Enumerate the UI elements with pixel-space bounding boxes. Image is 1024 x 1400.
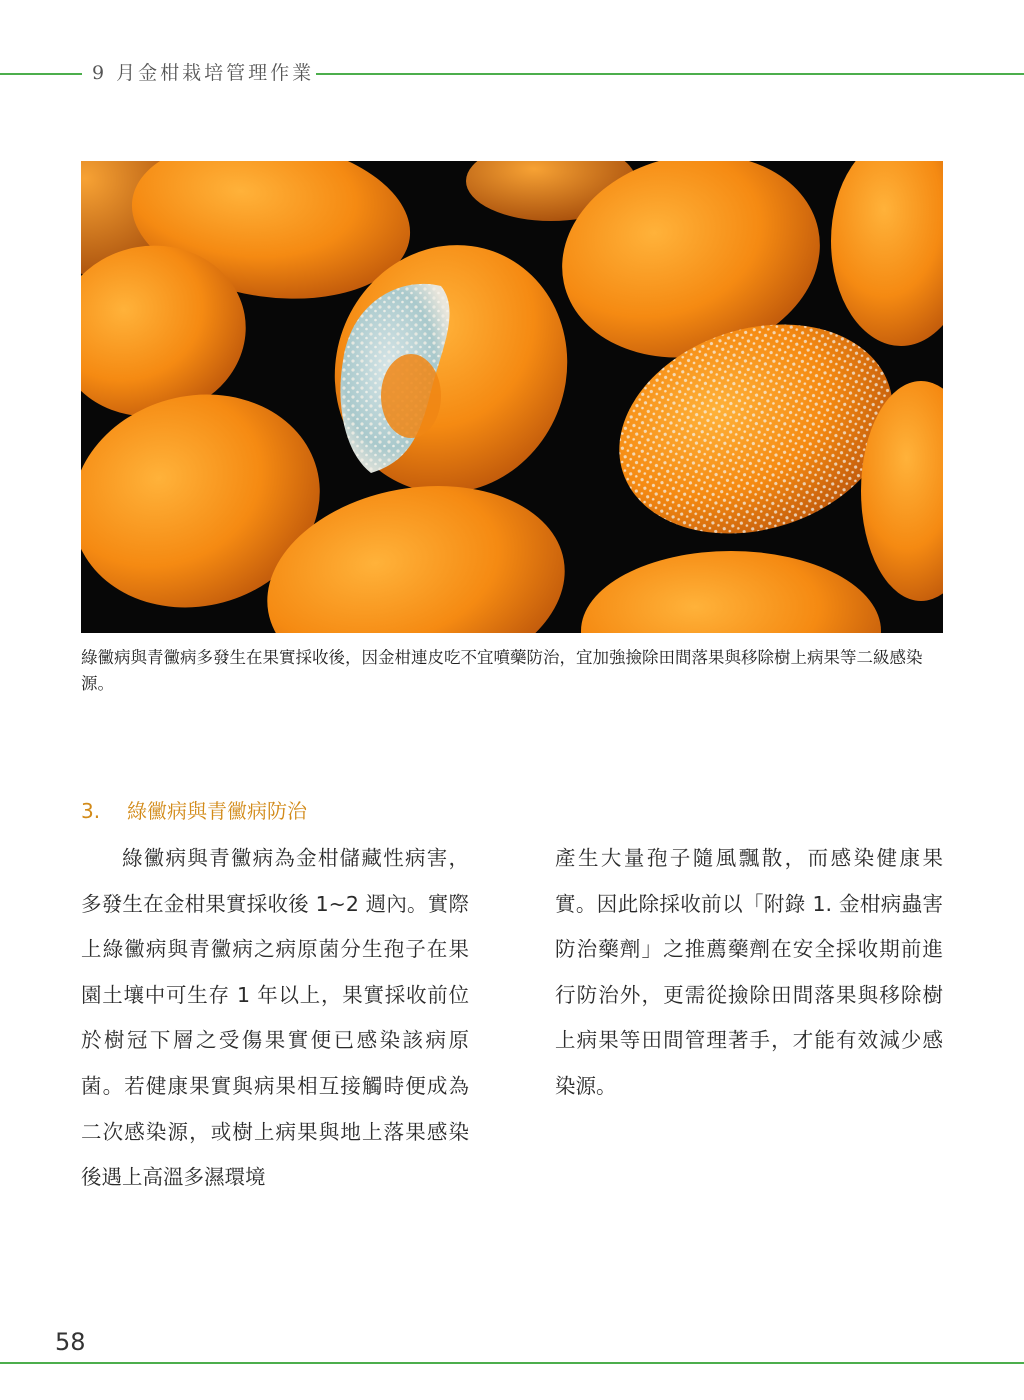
photo-caption: 綠黴病與青黴病多發生在果實採收後，因金柑連皮吃不宜噴藥防治，宜加強撿除田間落果與移除樹上病果等二級感染源。: [81, 648, 923, 693]
body-paragraph: 產生大量孢子隨風飄散，而感染健康果實。因此除採收前以「附錄 1. 金柑病蟲害防治藥劑」之推薦藥劑在安全採收期前進行防治外，更需從撿除田間落果與移除樹上病果等田間管理著手，才能有效減少感染源。: [555, 846, 943, 1098]
header-rule-right: [316, 73, 1024, 75]
photo-illustration: [81, 161, 943, 633]
section-heading: [81, 796, 307, 826]
section-number: 3.: [81, 799, 101, 823]
page-number: 58: [55, 1328, 86, 1356]
body-column-left: [81, 836, 469, 1201]
running-header-title: 9 月金柑栽培管理作業: [92, 62, 315, 84]
body-paragraph: 綠黴病與青黴病為金柑儲藏性病害，多發生在金柑果實採收後 1~2 週內。實際上綠黴病與青黴病之病原菌分生孢子在果園土壤中可生存 1 年以上，果實採收前位於樹冠下層之受傷果實便已感染該病原菌。若健康果實與病果相互接觸時便成為二次感染源，或樹上病果與地上落果感染後遇上高溫多濕環境: [81, 846, 469, 1190]
body-column-right: [555, 836, 943, 1110]
footer-rule: [0, 1362, 1024, 1364]
kumquat-mold-photo: [81, 161, 943, 633]
header-rule-left: [0, 73, 82, 75]
section-title-text: 綠黴病與青黴病防治: [127, 799, 307, 823]
